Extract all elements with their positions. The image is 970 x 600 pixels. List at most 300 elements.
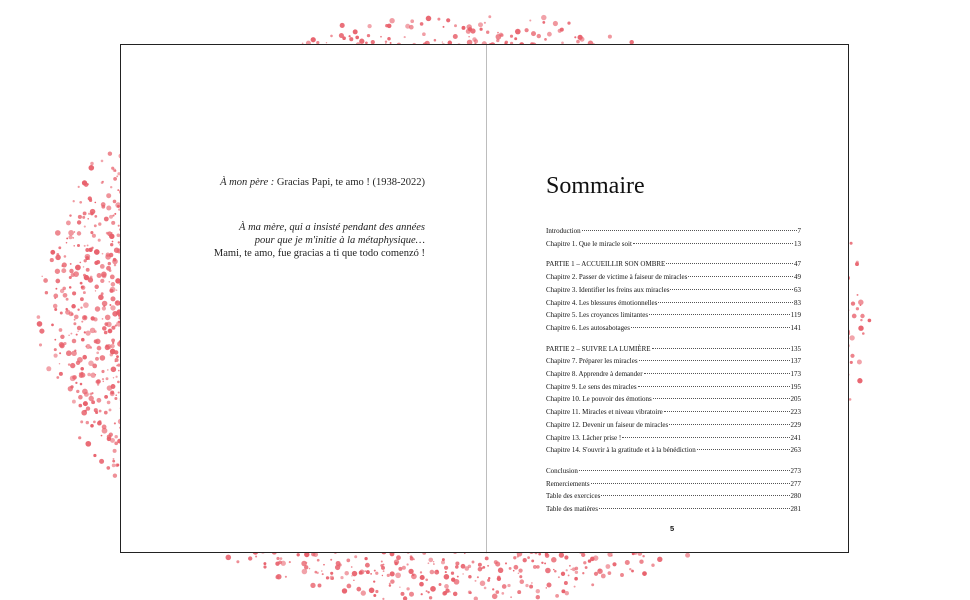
decorative-dot (97, 398, 102, 403)
decorative-dot (544, 38, 547, 41)
decorative-dot (63, 293, 68, 298)
decorative-dot (115, 376, 117, 378)
toc-entry (546, 419, 801, 432)
decorative-dot (101, 160, 104, 163)
decorative-dot (86, 331, 91, 336)
decorative-dot (248, 556, 252, 560)
decorative-dot (68, 230, 74, 236)
decorative-dot (496, 39, 499, 42)
decorative-dot (80, 383, 83, 386)
decorative-dot (323, 564, 325, 566)
decorative-dot (104, 411, 108, 415)
decorative-dot (574, 586, 576, 588)
decorative-dot (98, 222, 101, 225)
toc-entry-page: 135 (790, 344, 801, 353)
decorative-dot (502, 584, 507, 589)
decorative-dot (349, 37, 353, 41)
decorative-dot (355, 36, 359, 40)
decorative-dot (631, 570, 634, 573)
decorative-dot (394, 559, 399, 564)
decorative-dot (538, 553, 541, 556)
decorative-dot (80, 297, 84, 301)
dedication-father (220, 177, 425, 188)
decorative-dot (366, 570, 370, 574)
decorative-dot (625, 560, 630, 565)
decorative-dot (77, 220, 81, 224)
decorative-dot (91, 400, 95, 404)
decorative-dot (101, 435, 103, 437)
decorative-dot (541, 15, 546, 20)
decorative-dot (390, 579, 394, 583)
decorative-dot (102, 425, 107, 430)
toc-entry-page: 273 (790, 466, 801, 475)
decorative-dot (852, 314, 857, 319)
decorative-dot (375, 590, 378, 593)
decorative-dot (419, 582, 424, 587)
toc-dot-leader (688, 276, 793, 277)
decorative-dot (69, 286, 72, 289)
decorative-dot (406, 587, 409, 590)
toc-dot-leader (664, 411, 790, 412)
decorative-dot (480, 581, 486, 587)
toc-entry (546, 343, 801, 356)
decorative-dot (427, 591, 429, 593)
decorative-dot (850, 354, 854, 358)
decorative-dot (107, 401, 111, 405)
toc-entry-label: Chapitre 13. Lâcher prise ! (546, 433, 622, 442)
decorative-dot (110, 243, 113, 246)
toc-entry (546, 406, 801, 419)
decorative-dot (353, 580, 354, 581)
toc-dot-leader (639, 360, 790, 361)
toc-entry-page: 83 (794, 298, 801, 307)
decorative-dot (65, 308, 67, 310)
toc-dot-leader (633, 243, 793, 244)
toc-entry-label: PARTIE 2 – SUIVRE LA LUMIÈRE (546, 344, 651, 353)
decorative-dot (518, 573, 520, 575)
decorative-dot (83, 302, 89, 308)
decorative-dot (73, 245, 74, 246)
decorative-dot (346, 559, 350, 563)
toc-group-spacer (546, 457, 801, 465)
decorative-dot (525, 584, 528, 587)
decorative-dot (54, 339, 56, 341)
decorative-dot (531, 582, 532, 583)
decorative-dot (76, 361, 80, 365)
toc-entry (546, 355, 801, 368)
decorative-dot (100, 279, 104, 283)
decorative-dot (849, 398, 852, 401)
decorative-dot (445, 589, 449, 593)
decorative-dot (90, 276, 93, 279)
decorative-dot (109, 408, 112, 411)
decorative-dot (66, 237, 68, 239)
decorative-dot (110, 344, 114, 348)
decorative-dot (318, 584, 322, 588)
decorative-dot (54, 354, 58, 358)
decorative-dot (236, 560, 239, 563)
decorative-dot (109, 234, 114, 239)
toc-entry-page: 63 (794, 285, 801, 294)
decorative-dot (93, 421, 96, 424)
left-page (121, 45, 486, 552)
decorative-dot (83, 401, 88, 406)
decorative-dot (531, 31, 536, 36)
decorative-dot (857, 294, 859, 296)
decorative-dot (451, 578, 455, 582)
decorative-dot (58, 246, 61, 249)
decorative-dot (421, 593, 423, 595)
decorative-dot (541, 562, 543, 564)
decorative-dot (375, 572, 378, 575)
decorative-dot (94, 285, 98, 289)
toc-entry-label: Table des matières (546, 505, 598, 514)
decorative-dot (104, 331, 108, 335)
decorative-dot (361, 590, 366, 595)
decorative-dot (116, 464, 119, 467)
decorative-dot (289, 561, 291, 563)
decorative-dot (856, 307, 859, 310)
decorative-dot (472, 37, 476, 41)
decorative-dot (105, 315, 111, 321)
decorative-dot (87, 218, 89, 220)
decorative-dot (77, 244, 80, 247)
toc-entry-page: 281 (790, 505, 801, 514)
decorative-dot (484, 22, 486, 24)
decorative-dot (88, 258, 90, 260)
decorative-dot (434, 39, 437, 42)
decorative-dot (430, 586, 436, 592)
decorative-dot (91, 316, 95, 320)
toc-entry-label: Chapitre 7. Préparer les miracles (546, 357, 638, 366)
decorative-dot (51, 324, 54, 327)
decorative-dot (309, 568, 310, 569)
toc-entry-label: Chapitre 2. Passer de victime à faiseur de miracles (546, 273, 688, 282)
toc-entry-label: Table des exercices (546, 492, 601, 501)
page-number: 5 (670, 524, 675, 533)
decorative-dot (429, 596, 432, 599)
decorative-dot (90, 373, 95, 378)
decorative-dot (84, 275, 89, 280)
decorative-dot (76, 390, 79, 393)
decorative-dot (55, 279, 60, 284)
decorative-dot (102, 306, 106, 310)
toc-dot-leader (638, 386, 790, 387)
toc-entry (546, 284, 801, 297)
decorative-dot (561, 572, 565, 576)
toc-entry (546, 432, 801, 445)
decorative-dot (77, 309, 79, 311)
decorative-dot (536, 595, 540, 599)
decorative-dot (55, 288, 57, 290)
decorative-dot (519, 575, 522, 578)
decorative-dot (374, 570, 376, 572)
decorative-dot (111, 367, 117, 373)
decorative-dot (420, 22, 424, 26)
decorative-dot (520, 579, 525, 584)
toc-entry (546, 368, 801, 381)
decorative-dot (402, 566, 406, 570)
decorative-dot (389, 584, 391, 586)
decorative-dot (84, 259, 87, 262)
decorative-dot (501, 592, 504, 595)
decorative-dot (321, 570, 323, 572)
decorative-dot (367, 24, 371, 28)
decorative-dot (94, 249, 100, 255)
decorative-dot (56, 253, 59, 256)
decorative-dot (409, 592, 414, 597)
decorative-dot (510, 596, 512, 598)
decorative-dot (71, 273, 75, 277)
toc-dot-leader (644, 373, 790, 374)
decorative-dot (582, 572, 584, 574)
decorative-dot (111, 326, 115, 330)
decorative-dot (487, 579, 490, 582)
decorative-dot (475, 580, 477, 582)
decorative-dot (285, 576, 287, 578)
decorative-dot (95, 306, 100, 311)
decorative-dot (317, 559, 320, 562)
decorative-dot (487, 565, 489, 567)
decorative-dot (105, 254, 111, 260)
decorative-dot (71, 304, 76, 309)
decorative-dot (468, 590, 471, 593)
toc-entry-label: Chapitre 10. Le pouvoir des émotions (546, 395, 652, 404)
decorative-dot (276, 574, 282, 580)
decorative-dot (66, 298, 69, 301)
decorative-dot (69, 235, 73, 239)
decorative-dot (106, 377, 109, 380)
decorative-dot (86, 268, 90, 272)
dedication-father-label: À mon père : (220, 177, 275, 188)
decorative-dot (69, 214, 71, 216)
decorative-dot (78, 186, 80, 188)
decorative-dot (451, 572, 454, 575)
decorative-dot (340, 23, 345, 28)
decorative-dot (43, 278, 48, 283)
decorative-dot (339, 563, 342, 566)
decorative-dot (484, 587, 487, 590)
decorative-dot (434, 570, 439, 575)
decorative-dot (488, 15, 491, 18)
decorative-dot (468, 575, 472, 579)
decorative-dot (68, 363, 70, 365)
toc-entry-page: 7 (797, 227, 801, 235)
decorative-dot (83, 266, 85, 268)
decorative-dot (461, 564, 466, 569)
decorative-dot (509, 567, 512, 570)
decorative-dot (590, 557, 595, 562)
decorative-dot (276, 557, 279, 560)
decorative-dot (97, 346, 102, 351)
toc-entry (546, 238, 801, 251)
toc-dot-leader (631, 327, 790, 328)
decorative-dot (109, 304, 111, 306)
dedication-mother-line-1: À ma mère, qui a insisté pendant des années (239, 222, 425, 233)
decorative-dot (403, 596, 407, 600)
toc-dot-leader (591, 483, 790, 484)
decorative-dot (113, 449, 117, 453)
decorative-dot (455, 561, 459, 565)
toc-entry (546, 465, 801, 478)
decorative-dot (478, 22, 483, 27)
toc-entry-page: 229 (790, 420, 801, 429)
decorative-dot (80, 306, 82, 308)
decorative-dot (110, 296, 115, 301)
decorative-dot (50, 258, 54, 262)
decorative-dot (50, 250, 55, 255)
decorative-dot (69, 269, 73, 273)
decorative-dot (533, 565, 537, 569)
decorative-dot (90, 231, 93, 234)
decorative-dot (93, 454, 96, 457)
decorative-dot (492, 594, 498, 600)
decorative-dot (79, 404, 83, 408)
decorative-dot (428, 562, 430, 564)
decorative-dot (353, 29, 358, 34)
toc-dot-leader (670, 289, 793, 290)
decorative-dot (59, 352, 61, 354)
decorative-dot (850, 242, 853, 245)
decorative-dot (547, 32, 552, 37)
decorative-dot (479, 28, 482, 31)
decorative-dot (37, 321, 43, 327)
toc-entry-page: 263 (790, 446, 801, 455)
decorative-dot (426, 16, 432, 22)
decorative-dot (569, 565, 571, 567)
decorative-dot (554, 570, 557, 573)
decorative-dot (98, 420, 101, 423)
decorative-dot (583, 561, 586, 564)
decorative-dot (430, 570, 435, 575)
decorative-dot (92, 364, 97, 369)
decorative-dot (106, 266, 111, 271)
decorative-dot (497, 32, 499, 34)
decorative-dot (514, 37, 517, 40)
decorative-dot (115, 358, 119, 362)
decorative-dot (468, 565, 472, 569)
decorative-dot (110, 287, 116, 293)
decorative-dot (106, 322, 112, 328)
decorative-dot (398, 567, 402, 571)
decorative-dot (326, 576, 329, 579)
decorative-dot (850, 361, 853, 364)
toc-entry-page: 205 (790, 395, 801, 404)
decorative-dot (454, 24, 457, 27)
toc-entry (546, 309, 801, 322)
decorative-dot (389, 583, 391, 585)
decorative-dot (77, 231, 81, 235)
decorative-dot (364, 570, 366, 572)
decorative-dot (437, 18, 440, 21)
decorative-dot (505, 562, 507, 564)
decorative-dot (81, 338, 85, 342)
decorative-dot (445, 571, 447, 573)
decorative-dot (110, 275, 115, 280)
toc-group-spacer (546, 335, 801, 343)
decorative-dot (639, 560, 643, 564)
decorative-dot (95, 357, 99, 361)
decorative-dot (66, 350, 72, 356)
decorative-dot (81, 321, 83, 323)
decorative-dot (72, 237, 74, 239)
decorative-dot (87, 244, 89, 246)
decorative-dot (385, 41, 387, 43)
decorative-dot (330, 572, 333, 575)
toc-entry-page: 13 (794, 239, 801, 248)
decorative-dot (110, 186, 112, 188)
decorative-dot (352, 571, 358, 577)
decorative-dot (94, 215, 97, 218)
decorative-dot (77, 331, 78, 332)
toc-entry-page: 195 (790, 382, 801, 391)
book-spread (120, 44, 849, 553)
decorative-dot (629, 568, 631, 570)
toc-entry (546, 271, 801, 284)
toc-entry (546, 258, 801, 271)
decorative-dot (542, 21, 545, 24)
decorative-dot (114, 397, 117, 400)
decorative-dot (88, 248, 92, 252)
decorative-dot (446, 18, 450, 22)
decorative-dot (255, 555, 257, 557)
decorative-dot (657, 557, 662, 562)
decorative-dot (64, 255, 67, 258)
decorative-dot (574, 36, 576, 38)
decorative-dot (531, 559, 534, 562)
decorative-dot (96, 351, 99, 354)
decorative-dot (71, 351, 76, 356)
decorative-dot (102, 253, 104, 255)
decorative-dot (685, 553, 690, 558)
decorative-dot (330, 559, 332, 561)
decorative-dot (478, 563, 482, 567)
decorative-dot (553, 569, 554, 570)
decorative-dot (117, 189, 119, 191)
decorative-dot (382, 564, 384, 566)
decorative-dot (101, 370, 104, 373)
decorative-dot (107, 369, 109, 371)
decorative-dot (84, 245, 86, 247)
decorative-dot (474, 597, 478, 600)
decorative-dot (112, 460, 115, 463)
decorative-dot (77, 326, 81, 330)
decorative-dot (566, 569, 568, 571)
decorative-dot (99, 459, 104, 464)
toc-entry (546, 225, 801, 238)
decorative-dot (114, 422, 116, 424)
decorative-dot (598, 568, 601, 571)
toc-entry-page: 173 (790, 370, 801, 379)
decorative-dot (495, 562, 500, 567)
dedication-mother-line-2: pour que je m'initie à la métaphysique… (254, 235, 425, 246)
decorative-dot (351, 566, 353, 568)
decorative-dot (59, 363, 60, 364)
decorative-dot (380, 36, 382, 38)
decorative-dot (443, 26, 445, 28)
decorative-dot (62, 262, 67, 267)
toc-dot-leader (599, 508, 790, 509)
toc-entry (546, 322, 801, 335)
toc-entry-label: Chapitre 5. Les croyances limitantes (546, 311, 649, 320)
decorative-dot (55, 269, 60, 274)
decorative-dot (113, 177, 117, 181)
toc-entry-page: 119 (790, 311, 801, 320)
toc-entry-page: 47 (794, 260, 801, 269)
toc-dot-leader (652, 348, 790, 349)
decorative-dot (100, 264, 105, 269)
decorative-dot (862, 332, 865, 335)
